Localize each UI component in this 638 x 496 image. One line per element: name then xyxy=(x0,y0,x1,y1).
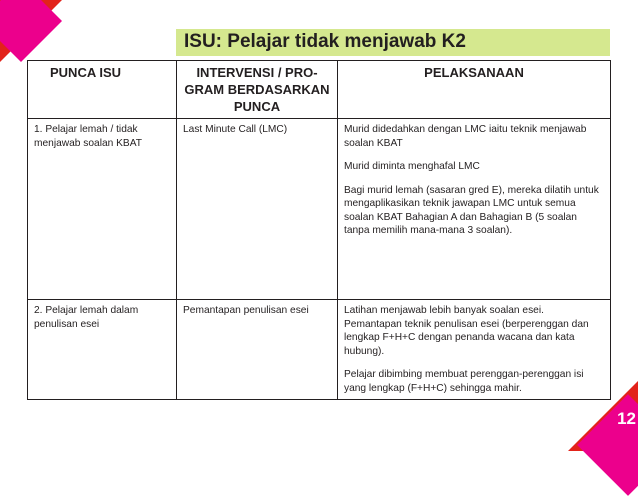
pelaksanaan-paragraph: Latihan menjawab lebih banyak soalan esei. Pemantapan teknik penulisan esei (berperenggan dan lengkap F+H+C dengan penanda wacana dan kata hubung). xyxy=(344,305,589,357)
page-number: 12 xyxy=(617,409,636,428)
header-intervensi-line: INTERVENSI / PRO- xyxy=(196,65,318,80)
page-title: ISU: Pelajar tidak menjawab K2 xyxy=(184,31,466,52)
cell-punca: 1. Pelajar lemah / tidak menjawab soalan KBAT xyxy=(28,119,177,300)
cell-pelaksanaan xyxy=(338,119,611,300)
table-header-row xyxy=(28,61,611,119)
table-row xyxy=(28,300,611,400)
header-punca-isu: PUNCA ISU xyxy=(28,61,177,119)
header-intervensi xyxy=(177,61,338,119)
issue-table xyxy=(27,60,611,400)
pelaksanaan-paragraph: Murid diminta menghafal LMC xyxy=(344,161,480,172)
cell-intervensi: Last Minute Call (LMC) xyxy=(177,119,338,300)
pelaksanaan-paragraph: Pelajar dibimbing membuat perenggan-perenggan isi yang lengkap (F+H+C) sehingga mahir. xyxy=(344,369,584,394)
table-row xyxy=(28,119,611,300)
header-intervensi-line: GRAM BERDASARKAN xyxy=(184,82,330,97)
pelaksanaan-paragraph: Bagi murid lemah (sasaran gred E), mereka dilatih untuk mengaplikasikan teknik jawapan LMC untuk semua soalan KBAT Bahagian A dan Bahagian B (5 soalan tanpa memilih mana-mana 3 soalan). xyxy=(344,184,599,236)
cell-punca: 2. Pelajar lemah dalam penulisan esei xyxy=(28,300,177,400)
cell-intervensi: Pemantapan penulisan esei xyxy=(177,300,338,400)
header-intervensi-line: PUNCA xyxy=(233,99,281,114)
header-pelaksanaan: PELAKSANAAN xyxy=(338,61,611,119)
pelaksanaan-paragraph: Murid didedahkan dengan LMC iaitu teknik menjawab soalan KBAT xyxy=(344,124,587,149)
